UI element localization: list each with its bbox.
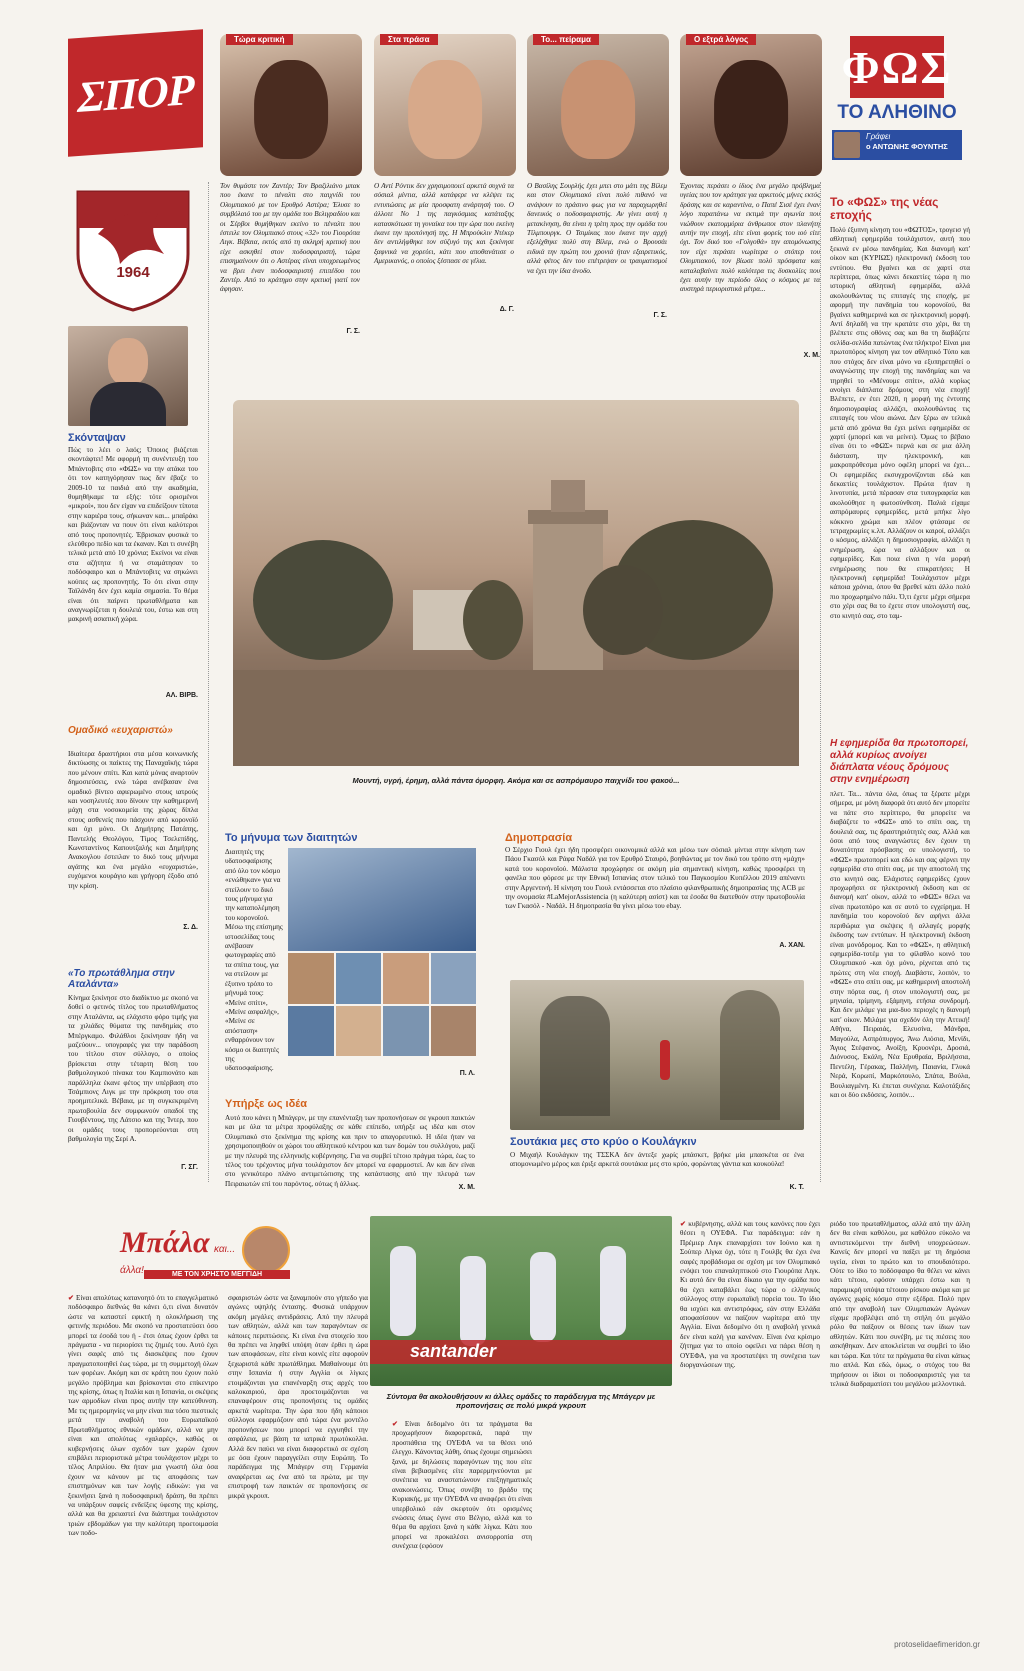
article-signature: Γ. Σ. [346,328,360,335]
story-text: Αυτό που κάνει η Μπάγερν, με την επανένταξη των προπονήσεων σε γκρουπ παικτών και με όλα τα μέτρα προφύλαξης σε κάθε επίπεδο, υπήρξε ως ιδέα και στον Ολυμπιακό στο ξεκίνημα της κρίσης και πριν το απαγορευτικό. Η ιδέα ήταν να χρησιμοποιηθούν οι χώροι του αθλητικού κέντρου και των δομών του συλλόγου, μαζί με την πλευρά της ελληνικής κυβέρνησης. Για να συμβεί τέτοιο πράγμα τώρα, έως το τέλος του τρέχοντος μήνα τουλάχιστον δεν μπορεί να εφαρμοστεί. Αν και δεν είναι στο γενικότερο πλάνο αντιμετώπισης της κατάστασης από την πλευρά των Πειραιωτών επί του παρόντος, ούτως ή άλλως. [225,1114,475,1188]
story-text: Πώς το λέει ο λαός; Όποιος βιάζεται σκοντάφτει! Με αφορμή τη συνέντευξη του Μπάντοβιτς στο «ΦΩΣ» να την ατάκα του ότι τον κατηγόρησαν πως δεν έβαζε το 2009-10 τα παιδιά από την ακαδημία, θυμηθήκαμε τα εξής: τότε ορισμένοι «μικροί», που δεν είχαν να επιδείξουν τίποτα στην καριέρα τους, σήκωναν και... μπαϊράκι και βιάζονταν να πουν ότι είναι καλύτεροι από τους προπονητές. Έβρισκαν φυσικά το ελεύθερο πεδίο και τα έκαναν. Και τι συνέβη τελικά μετά από 10 χρόνια; Εκείνοι να είναι στα αζήτητα ή να σταμάτησαν το ποδόσφαιρο και ο Μπάντοβιτς να σηκώνει κούπες ως προπονητής. Το ότι είναι στην Ταϊλάνδη δεν έχει καμία σημασία. Το θέμα είναι ότι παίρνει πρωταθλήματα και αναγνωρίζεται η δουλειά του, έστω και στη μακρινή ασιατική χώρα. [68,446,198,624]
main-photo-caption: Μουντή, υγρή, έρημη, αλλά πάντα όμορφη. Ακόμα και σε ασπρόμαυρο παιχνίδι του φακού... [352,776,680,785]
column-subtitle: και... άλλα! [120,1244,236,1276]
story-title: Ομαδικό «ευχαριστώ» [68,725,173,736]
story-text: Κίνημα ξεκίνησε στο διαδίκτυο με σκοπό να δοθεί ο φετινός τίτλος του πρωταθλήματος στην Αταλάντα, ως ελάχιστο φόρο τιμής για τα χιλιάδες θύματα της πανδημίας στο Μπέργκαμο. Φιλάθλοι ξεκίνησαν ήδη να μαζεύουν... υπογραφές για την παράδοση του τίτλου στον σύλλογο, ο οποίος βρίσκεται στην τέταρτη θέση του βαθμολογικού πίνακα του Καμπιονάτο και παράλληλα έκανε φέτος την υπέρβαση στο Τσάμπιονς Λιγκ με την πρόκριση του στα προημιτελικά. Βέβαια, με τη συγκεκριμένη πρωτοβουλία δεν συμφωνούν οπαδοί της Γιουβέντους, της Λάτσιο και της Ίντερ, που οι ομάδες τους προπορεύονται στη βαθμολογία της Σερί Α. [68,994,198,1144]
story-signature: Σ. Δ. [183,924,198,931]
article-signature: Χ. Μ. [803,352,820,359]
photo-badovic [68,326,188,426]
column-paragraph: ριόδο του πρωταθλήματος, αλλά από την άλλη δεν θα είναι καθόλου, μα καθόλου εύκολο να αντιστεκόμενοι την διεθνή υποχρεώσεων. Κανείς δεν μπορεί να παίξει με τη δημόσια υγεία, είναι το πρώτο και το σπουδαιότερο. Ούτε το ίδιο το ποδόσφαιρο θα θέλει να κάνει κάτι τέτοιο, εφόσον υπάρχει έστω και η παραμικρή υπόψια τέτοιου ρίσκου ακόμα και με αγώνες χωρίς κόσμο στην εξέδρα. Πολύ πριν από την αναβολή των Ολυμπιακών Αγώνων είχαμε προβλέψει από τη στήλη ότι μεγάλο ρόλο θα παίξουν οι θέσεις των ίδιων των αθλητών. Κάτι που συνέβη, με τις πιέσεις που ασκήθηκαν. Δεν αποκλείεται να συμβεί το ίδιο και τώρα. Και τότε τα πράγματα θα είναι κάπως πιο απλά. Και εδώ, όμως, ο στόχος του θα τηρήσουν οι ίδιοι οι ποδοσφαιριστές για τα τελικά διαδραματίσει του μεγάλου μελλοντικά. [830,1220,970,1388]
column-text [830,1220,970,1622]
story-title: Υπήρξε ως ιδέα [225,1098,307,1110]
story-signature: ΑΛ. ΒΙΡΒ. [165,692,198,699]
column-paragraph: Είναι απολύτως κατανοητό ότι το επαγγελματικό ποδόσφαιρο διεθνώς θα κάνει ό,τι είναι δυνατόν ώστε να καταστεί εφικτή η ολοκλήρωση της φετινής περιόδου. Με σκοπό να προστατεύσει όσο μπορεί τα έσοδά του ή - έτσι όπως έχουν έρθει τα πράγματα - να περιορίσει τις ζημιές του. Αυτό έχει γίνει σαφές από τις διασκέψεις που έχουν πραγματοποιηθεί έως τώρα, με τη συμμετοχή όλων των φορέων. Ακόμη και σε κράτη που έχουν πολύ μεγάλο πρόβλημα και βρίσκονται στο επίκεντρο της κρίσης, όπως η Ιταλία και η Ισπανία, οι σκέψεις των αρμοδίων είναι προς αυτήν την κατεύθυνση. Με τις ημερομηνίες να μην είναι πια τόσο πιεστικές μετά την αναβολή του Ευρωπαϊκού Πρωταθλήματος εθνικών ομάδων, αλλά να μην είναι και απολύτως «χαλαρές», καθώς οι κυβερνήσεις όλων σχεδόν των χωρών έχουν επιβάλει περιοριστικά μέτρα τουλάχιστον μέχρι το τέλος Απριλίου. Θα ήταν μια γνωστή όλα όσα έχουν να κάνουν με τις αποφάσεις των επιστημόνων και των λογής ειδικών: για να ξεκινήσει ξανά η ποδοσφαιρική δράση, θα πρέπει να υπάρξουν σαφείς ενδείξεις ύφεσης της κρίσης, αλλά και θα χρειαστεί ένα διάστημα τουλάχιστον τριών εβδομάδων για την καλύτερη προετοιμασία των ποδο- [68,1294,218,1538]
brand-subtitle: ΤΟ ΑΛΗΘΙΝΟ [837,102,957,123]
checkmark-icon: ✔ [392,1420,399,1428]
article-signature: Γ. Σ. [653,312,667,319]
club-crest [68,184,198,314]
checkmark-icon: ✔ [680,1220,687,1228]
article-zanter: Τον θυμάστε τον Ζαντέρ; Τον Βραζιλιάνο μπακ που έκανε το πέναλτι στο παιχνίδι του Ολυμπιακού με τον Ερυθρό Αστέρα; Έλυσε το συμβόλαιό του με την ομάδα του Βελιγραδίου και οι Σέρβοι θυμήθηκαν εκείνο το πέναλτι που έστειλε τον Ολυμπιακό στους «32» του Γιουρόπα Λιγκ. Βέβαια, εκτός από τη σκληρή κριτική που είχε ασκηθεί στον ποδοσφαιριστή, τώρα επισημαίνουν ότι ο Αστέρας είναι υποχρεωμένος να βρει έναν ποδοσφαιριστή επιπέδου του Ζαντέρ. Από το κράτημο στην κριτική γιατί τον άφησαν. [220,182,360,294]
article-signature: Δ. Γ. [499,306,514,313]
story-signature: Π. Λ. [459,1070,475,1077]
column-paragraph: σφαιριστών ώστε να ξαναμπούν στο γήπεδο για αγώνες υψηλής έντασης. Φυσικά υπάρχουν ακόμη μεγάλες αντιδράσεις. Από την πλευρά των αθλητών, αλλά και των παραγόντων σε κάποιες περιπτώσεις. Κι είναι ένα στοιχείο που θα πρέπει να ληφθεί υπόψη όταν έρθει η ώρα των αποφάσεων, είτε είναι κοινές είτε αφορούν ξεχωριστά κάθε πρωτάθλημα. Μαθαίνουμε ότι στην Ισπανία ή στην Αγγλία οι λίγκες ετοιμάζονται για επανέναρξη στις αρχές του καλοκαιριού, άρα προετοιμάζονται να επαναφέρουν στις προπονήσεις τις ομάδες αρκετά νωρίτερα. Την ώρα που ήδη κάποιοι σύλλογοι εφαρμόζουν από τώρα ένα μοντέλο προπονήσεων που μπορεί να εγγυηθεί την ασφάλεια, με βάση τα ιατρικά πρωτόκολλα. Αλλά δεν παύει να είναι διαφορετικό σε σχέση με όσα έχουν παραγγείλει στην Ευρώπη. Το παράδειγμα της Μπάγερν στη Γερμανία αναφέρεται ως ένα από τα πρώτα, με την επιστροφή των παικτών σε προπονήσεις σε μικρά γκρουπ. [228,1294,368,1500]
footer-site: protoselidaefimeridon.gr [894,1640,980,1649]
story-title: Δημοπρασία [505,832,573,844]
opinion-text-continued: πλετ. Τα... πάντα όλα, όπως τα ξέρατε μέχρι σήμερα, με μόνη διαφορά ότι αυτό δεν μπορείτε να πάτε στο περίπτερο, θα μπορείτε να διαβάζετε το «ΦΩΣ» από το σπίτι σας, τη δουλειά σας, τις δραστηριότητές σας. Αλλά και όσοι από τους αναγνώστες δεν έχουν τη δυνατότητα πρόσβασης σε υπολογιστή, το «ΦΩΣ» πρωτοπορεί και εδώ και σας φέρνει την εφημερίδα στο σπίτι σας, με την αποστολή της στο κινητό σας. Ελάχιστες εφημερίδες έχουν προχωρήσει σε ηλεκτρονική έκδοση και σε διανομή κατ' οίκον, αλλά το «ΦΩΣ» θέλει να είναι πρωτοπόρο και σε αυτό το εγχείρημα. Η πανδημία του κορονοϊού δεν αφήνει άλλα περιθώρια για σκέψεις ή αλλαγές μορφής έκδοσης των εντύπων. Η ηλεκτρονική έκδοση είναι μονόδρομος. Και το «ΦΩΣ», η αθλητική εφημερίδα-τοτέμ για το φίλαθλο κοινό του Ολυμπιακού -και όχι μόνο, ρίχνεται από τις πρώτες στη νέα εποχή. Διαβάστε, λοιπόν, το «ΦΩΣ» στο σπίτι σας, με καθημερινή αποστολή στην πόρτα σας, ή στον υπολογιστή σας, με μηνιαία, τρίμηνη, εξάμηνη, ετήσια συνδρομή. Και δεν μιλάμε για μια-δυο περιοχές η διανομή κατ' οίκον. Μιλάμε για σχεδόν όλη την Αττική! Αθήνα, Πειραιάς, Ελευσίνα, Μάνδρα, Μαγούλα, Ασπρόπυργος, Άνω Λιόσια, Μενίδι, Άγιος Στέφανος, Ανοίξη, Κρυονέρι, Δροσιά, Διόνυσος, Εκάλη, Νέα Ερυθραία, Βριλήσσια, Πεντέλη, Γέρακας, Παλλήνη, Παιανία, Γλυκά Νερά, Κορωπί, Μαρκόπουλο, Σπάτα, Βούλα, Βουλιαγμένη. Κι έπεται συνέχεια. Καλοτάξιδες και οι δύο εκδόσεις, λοιπόν... [830,790,970,1099]
story-signature: Χ. Μ. [458,1184,475,1191]
byline-box [832,130,962,160]
opinion-title: Το «ΦΩΣ» της νέας εποχής [830,195,939,222]
article-sourlis: Ο Βασίλης Σουρλής έχει μπει στο μάτι της Βίλεμ και στον Ολυμπιακό είναι πολύ πιθανό να ανάψουν το πράσινο φως για να παραχωρηθεί δανεικός ο ποδοσφαιριστής. Αν γίνει αυτή η μετακίνηση, θα είναι η τρίτη προς την ομάδα του Τίλμπουργκ. Ο Τσιμίκας που έκανε την αρχή εξελίχθηκε πολύ στη Βίλεμ, ενώ ο Βρουσάι ειδικά την πρώτη του χρονιά ήταν εξαιρετικός, αλλά φέτος δεν του επέτρεψαν οι τραυματισμοί να έχει την ίδια άνοδο. [527,182,667,275]
article-cisse: Έχοντας περάσει ο ίδιος ένα μεγάλο πρόβλημα υγείας που τον κράτησε για αρκετούς μήνες εκτός δράσης και σε καραντίνα, ο Παπέ Σισέ έχει έναν λόγο παραπάνω να εκτιμά την αγωνία που νιώθουν εκατομμύρια άνθρωποι στον πλανήτη αυτήν την εποχή, είτε είναι φορείς του ιού είτε όχι. Τον δικό του «Γολγοθά» την απομόνωσης τον είχε περάσει νωρίτερα ο στόπερ του Ολυμπιακού, τον βίωσε πολύ πρόσφατα και καταλαβαίνει πολύ καλύτερα τις δυσκολίες που έχει αυτήν την περίοδο όλος ο κόσμος με τα αυστηρά περιοριστικά μέτρα... [680,182,820,294]
photo-roddick [374,34,516,176]
story-signature: Α. ΧΑΝ. [779,942,805,949]
story-text: Διαιτητές της υδατοσφαίρισης από όλο τον κόσμο «ενώθηκαν» για να στείλουν το δικό τους μήνυμα για την καταπολέμηση του κορονοϊού. Μέσω της επίσημης ιστοσελίδας τους ανέβασαν φωτογραφίες από τα σπίτια τους, για να στείλουν με έξυπνο τρόπο το μήνυμά τους: «Μείνε σπίτι», «Μείνε ασφαλής», «Μείνε σε απόσταση» ενθαρρύνουν τον κόσμο οι διαιτητές της υδατοσφαίρισης. [225,848,283,1073]
column-text-extra [540,1420,670,1622]
avatar [834,132,860,158]
photo-tag: Ο εξτρά λόγος [686,34,756,45]
column-title: Μπάλα [120,1226,210,1259]
story-text: Ιδιαίτερα δραστήριοι στα μέσα κοινωνικής δικτύωσης οι παίκτες της Παναχαϊκής τώρα που μένουν σπίτι. Και κατά μόνας αναρτούν δημοσιεύσεις, ενώ τώρα ανέβασαν ένα ομαδικό βίντεο αφιερωμένο στους ιατρούς και νοσηλευτές που δίνουν την καθημερινή μάχη στα νοσοκομεία της χώρας δίπλα στους ασθενείς που πάσχουν από κορονοϊό και όχι μόνο. Οι Δημήτρης Πατάπης, Παντελής Θεολόγου, Τίμος Τσελεπίδης, Κωνσταντίνος Καπουτζαλής και Δημήτρης Ανακογλου έστειλαν το δικό τους μήνυμα αγάπης και ένα μεγάλο «ευχαριστώ», ευχόμενοι κουράγιο και γρήγορη έξοδο από την κρίση. [68,750,198,890]
story-title: Σκόνταψαν [68,432,126,444]
photo-tag: Στα πράσα [380,34,438,45]
referees-collage [288,848,476,1056]
story-title: «Το πρωτάθλημα στην Αταλάντα» [68,968,175,990]
column-text [680,1220,820,1622]
byline-label: Γράφει [866,132,891,141]
crest-year: 1964 [116,264,150,281]
main-photo-white-tower [233,400,799,766]
column-paragraph: Είναι δεδομένο ότι τα πράγματα θα προχωρήσουν διαφορετικά, παρά την προσπάθεια της ΟΥΕΦΑ να τα θέσει υπό έλεγχο. Κάνοντας λάθη, όπως έχουμε σημειώσει ξανά, με δηλώσεις παραγόντων της που είτε είναι βεβιασμένες είτε παρερμηνεύονται με συνέπεια να αναστατώνουν επεξηγηματικές ανακοινώσεις. Όπως συνέβη το βράδυ της Κυριακής, με την ΟΥΕΦΑ να αναφέρει ότι είναι υπερβολικό εάν σκεφτούν ότι ορισμένες ενώσεις όπως έγινε στο Βέλγιο, αλλά και το θέμα θα αρχίσει ξανά η κάθε λίγκα. Κάτι που μπορεί να προκαλέσει ανισορροπία στη συνέχεια (εφόσον [392,1420,532,1551]
ad-banner: santander [410,1341,497,1361]
photo-caption: Σύντομα θα ακολουθήσουν κι άλλες ομάδες το παράδειγμα της Μπάγερν με προπονήσεις σε πολύ μικρά γκρουπ [386,1392,656,1410]
photo-bayern-training [370,1216,672,1386]
brand-logo [841,36,953,98]
photo-zanter [220,34,362,176]
column-divider [820,182,821,1182]
story-text: Ο Σέρχιο Γιουλ έχει ήδη προσφέρει οικονομικά αλλά και μέσω των σόσιαλ μίντια στην κίνηση των Πάου Γκασόλ και Ράφα Ναδάλ για τον Ερυθρό Σταυρό, βοηθώντας με τον δικό του τρόπο στη «μάχη» κατά του κορονοϊού. Μάλιστα προχώρησε σε ακόμη μία σημαντική κίνηση, καθώς προσφέρει τη φανέλα που φόρεσε με την Εθνική Ισπανίας στον τελικό του Παγκοσμίου Κυπέλλου 2019 απέναντι στην Αργεντινή. Η κίνηση του Γιουλ εντάσσεται στο πλαίσιο φιλανθρωπικής δημοπρασίας της ACB με την ονομασία #LaMejorAssistencia (η καλύτερη ασίστ) και τα έσοδα θα διατεθούν στην πρωτοβουλία των Γκασόλ - Ναδάλ. Η δημοπρασία θα γίνει μέσω του ebay. [505,846,805,911]
column-text [68,1294,218,1622]
story-signature: Γ. ΣΓ. [181,1164,198,1171]
photo-cisse [680,34,822,176]
byline-name: ο ΑΝΤΩΝΗΣ ΦΟΥΝΤΗΣ [866,142,948,151]
checkmark-icon: ✔ [68,1294,75,1302]
column-paragraph: κυβέρνησης, αλλά και τους κανόνες που έχει θέσει η ΟΥΕΦΑ. Για παράδειγμα: εάν η Πρέμιερ Λιγκ επαναρχίσει τον Ιούνιο και η Σούπερ Λίγκα όχι, τότε η Γουλβς θα έχει ένα σαφές προβάδισμα σε σχέση με τον Ολυμπιακό ενόψει του επαναληπτικού στο Γιουρόπα Λιγκ. Κι αυτό δεν θα είναι δίκαιο για την ομάδα που θα έχει καταβάλει έως τώρα ο ελληνικός σύλλογος στην ευρωπαϊκή πορεία του. Το ίδιο θα ισχύει και αντιστρόφως, εάν στην Ελλάδα αποφασίσουν να παίζουν νωρίτερα από την Αγγλία. Είναι δεδομένο ότι η αναβολή γενικά δεν είναι καλή για κανέναν. Είναι ένα κρίσιμο ζήτημα για το οποίο οφείλει να πάρει θέση η ΟΥΕΦΑ, για να προστατέψει τη συνέχεια των διοργανώσεων της. [680,1220,820,1370]
column-author: ΜΕ ΤΟΝ ΧΡΗΣΤΟ ΜΕΓΓΙΔΗ [144,1270,290,1279]
photo-tag: Τώρα κριτική [226,34,293,45]
article-roddick: Ο Αντί Ρόντικ δεν χρησιμοποιεί αρκετά συχνά τα σόσιαλ μίντια, αλλά κατάφερε να κλέψει τις εντυπώσεις με μία προσφατη ανάρτησή του. Ο άλλοτε Νο 1 της παγκόσμιας κατάταξης κατασκότωσε τη γυναίκα του την ώρα που εκείνη έκανε την προπόνησή της. Η Μπρούκλιν Ντέκερ δεν αντιλήφθηκε τον σύζυγό της και ξεκίνησε ξαφνικά να χορεύει, κάτι που αποθανάτισε ο Αμερικανός, ο οποίος ξέσπασε σε γέλια. [374,182,514,266]
avatar [242,1226,290,1274]
opinion-text: Πολύ έξυπνη κίνηση του «ΦΩΤΟΣ», τρογεισ γή αθλητική εφημερίδα τουλάχιστον, αυτή που ξεκινά εν μέσω πανδημίας. Και διανομή κατ' οίκον και (ΚΥΡΙΩΣ) ηλεκτρονική έκδοση του εντύπου. Θα βγαίνει και σε χαρτί στα περίπτερα, όπως κάνει δεκαετίες τώρα η πιο ιστορική αθλητική εφημερίδα, αλλά ακολουθώντας τις επιταγές της εποχής, με αφορμή την πανδημία του κορονοϊού, θα βγαίνει καθημερινά και σε ηλεκτρονική μορφή. Αντί δηλαδή να την κρατάτε στο χέρι, θα τη βλέπετε στις οθόνες σας και θα τη διαβάζετε σελίδα-σελίδα πατώντας ένα πλήκτρο! Είναι μια πρωτοπόρος κίνηση για τον αθλητικό Τύπο και που στόχος δεν είναι μόνο να εξυπηρετηθεί ο αναγνώστης την εποχή της πανδημίας και να τηρηθεί το «Μένουμε σπίτι», αλλά κυρίως ανοίγει διάπλατα δρόμους στη νέα εποχή! Βλέπετε, εν έτει 2020, η μορφή της έντυπης δημοσιογραφίας αλλάζει, ακολουθώντας τις επιταγές του νέου αιώνα. Δεν ξέρω αν τελικά μετά από χρόνια θα έχει μείνει εφημερίδα σε χαρτί (μπορεί και να μείνει). Όμως το βέβαιο είναι ότι το «ΦΩΣ» περνά και σε μια άλλη διάσταση, την ηλεκτρονική, και μακροπρόθεσμα μόνο οφέλη μπορεί να έχει... Οι εφημερίδες εκσυγχρονίζονται εδώ και δεκαετίες τουλάχιστον. Πρώτα ήταν η λινοτυπία, μετά πέρασαν στα τυπογραφεία και ακολούθησε η φωτοσύνθεση. Παλιά είχαμε ασπρόμαυρες εφημερίδες, μετά μπήκε λίγο κόκκινο χρώμα και πλέον φτάσαμε σε τετραχρωμίες κ.λπ. Αλλάζουν οι καιροί, αλλάζει ο κόσμος, αλλάζει η δημοσιογραφία, αλλάζει η ενημέρωση, ώρα να αλλάξουν και οι εφημερίδες. Και ποια είναι η νέα μορφή ενημέρωσης που θα επικρατήσει; Η ηλεκτρονική εφημερίδα! Τουλάχιστον μέχρι κάποια χρόνια, όπου θα βρεθεί κάτι άλλο πολύ πιο προχωρημένο πάλι. Ό,τι έχετε μέχρι σήμερα στο χέρι σας θα το έχετε στον υπολογιστή σας, στο κινητό σας, στο ταμ- [830,226,970,620]
pull-quote: Η εφημερίδα θα πρωτοπορεί, αλλά κυρίως ανοίγει διάπλατα νέους δρόμους στην ενημέρωση [830,738,969,785]
photo-kulagin [510,980,804,1130]
column-text [392,1420,532,1622]
column-badge [120,1226,290,1282]
story-signature: Κ. Τ. [789,1184,804,1191]
photo-tag: Το... πείραμα [533,34,599,45]
column-text [228,1294,368,1622]
story-title: Σουτάκια μες στο κρύο ο Κουλάγκιν [510,1136,697,1148]
story-title: Το μήνυμα των διαιτητών [225,832,358,844]
photo-sourlis [527,34,669,176]
section-logo [68,29,203,156]
story-text-tail [225,1058,475,1068]
story-text: Ο Μιχαήλ Κουλάγκιν της ΤΣΣΚΑ δεν άντεξε χωρίς μπάσκετ, βρήκε μία μπασκέτα σε ένα απομονωμένο μέρος και έριξε αρκετά σουτάκια μες στο κρύο, φορώντας γάντια και κουκούλα! [510,1151,804,1169]
brand-name: ΦΩΣ [841,41,953,93]
section-title: ΣΠΟΡ [77,64,194,122]
column-divider [208,182,209,1182]
